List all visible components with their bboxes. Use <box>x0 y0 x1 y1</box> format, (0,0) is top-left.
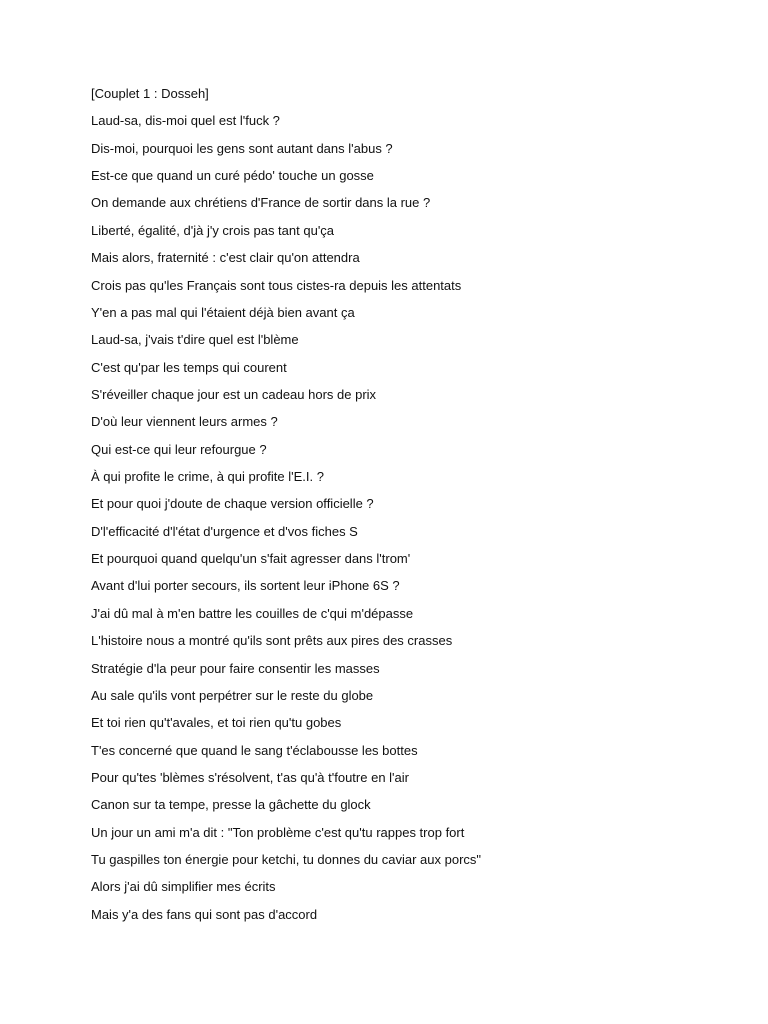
lyric-line: Y'en a pas mal qui l'étaient déjà bien avant ça <box>91 304 355 320</box>
lyrics-text <box>91 84 731 932</box>
lyric-line: Avant d'lui porter secours, ils sortent leur iPhone 6S ? <box>91 578 400 594</box>
lyric-line: D'où leur viennent leurs armes ? <box>91 414 278 430</box>
lyric-line: Laud-sa, dis-moi quel est l'fuck ? <box>91 113 280 129</box>
lyric-line: Tu gaspilles ton énergie pour ketchi, tu donnes du caviar aux porcs" <box>91 852 482 868</box>
lyric-line: Laud-sa, j'vais t'dire quel est l'blème <box>91 332 299 348</box>
lyric-line: On demande aux chrétiens d'France de sortir dans la rue ? <box>91 195 431 211</box>
lyric-line: Et pourquoi quand quelqu'un s'fait agresser dans l'trom' <box>91 551 411 567</box>
lyric-line: T'es concerné que quand le sang t'éclabousse les bottes <box>91 742 418 758</box>
lyric-line: Canon sur ta tempe, presse la gâchette du glock <box>91 797 371 813</box>
lyric-line: Dis-moi, pourquoi les gens sont autant dans l'abus ? <box>91 140 393 156</box>
lyric-line: L'histoire nous a montré qu'ils sont prêts aux pires des crasses <box>91 633 453 649</box>
lyric-line: Est-ce que quand un curé pédo' touche un gosse <box>91 168 374 184</box>
lyric-line: Et pour quoi j'doute de chaque version officielle ? <box>91 496 374 512</box>
lyric-line: Au sale qu'ils vont perpétrer sur le reste du globe <box>91 687 374 703</box>
lyric-line: À qui profite le crime, à qui profite l'E.I. ? <box>91 469 324 485</box>
lyric-line: Un jour un ami m'a dit : "Ton problème c'est qu'tu rappes trop fort <box>91 824 465 840</box>
lyric-line: Et toi rien qu't'avales, et toi rien qu'tu gobes <box>91 715 342 731</box>
lyric-line: Liberté, égalité, d'jà j'y crois pas tant qu'ça <box>91 222 335 238</box>
lyric-line: J'ai dû mal à m'en battre les couilles de c'qui m'dépasse <box>91 605 414 621</box>
lyric-line: Pour qu'tes 'blèmes s'résolvent, t'as qu'à t'foutre en l'air <box>91 769 409 785</box>
verse-heading: [Couplet 1 : Dosseh] <box>91 86 209 101</box>
lyric-line: Crois pas qu'les Français sont tous cistes-ra depuis les attentats <box>91 277 462 293</box>
lyric-line: Mais alors, fraternité : c'est clair qu'on attendra <box>91 250 360 266</box>
lyric-line: C'est qu'par les temps qui courent <box>91 359 287 375</box>
lyric-line: Mais y'a des fans qui sont pas d'accord <box>91 906 318 922</box>
lyric-line: D'l'efficacité d'l'état d'urgence et d'vos fiches S <box>91 523 358 539</box>
lyric-line: Qui est-ce qui leur refourgue ? <box>91 441 267 457</box>
lyric-line: Stratégie d'la peur pour faire consentir les masses <box>91 660 380 676</box>
lyric-line: S'réveiller chaque jour est un cadeau hors de prix <box>91 386 377 402</box>
lyric-line: Alors j'ai dû simplifier mes écrits <box>91 879 276 895</box>
